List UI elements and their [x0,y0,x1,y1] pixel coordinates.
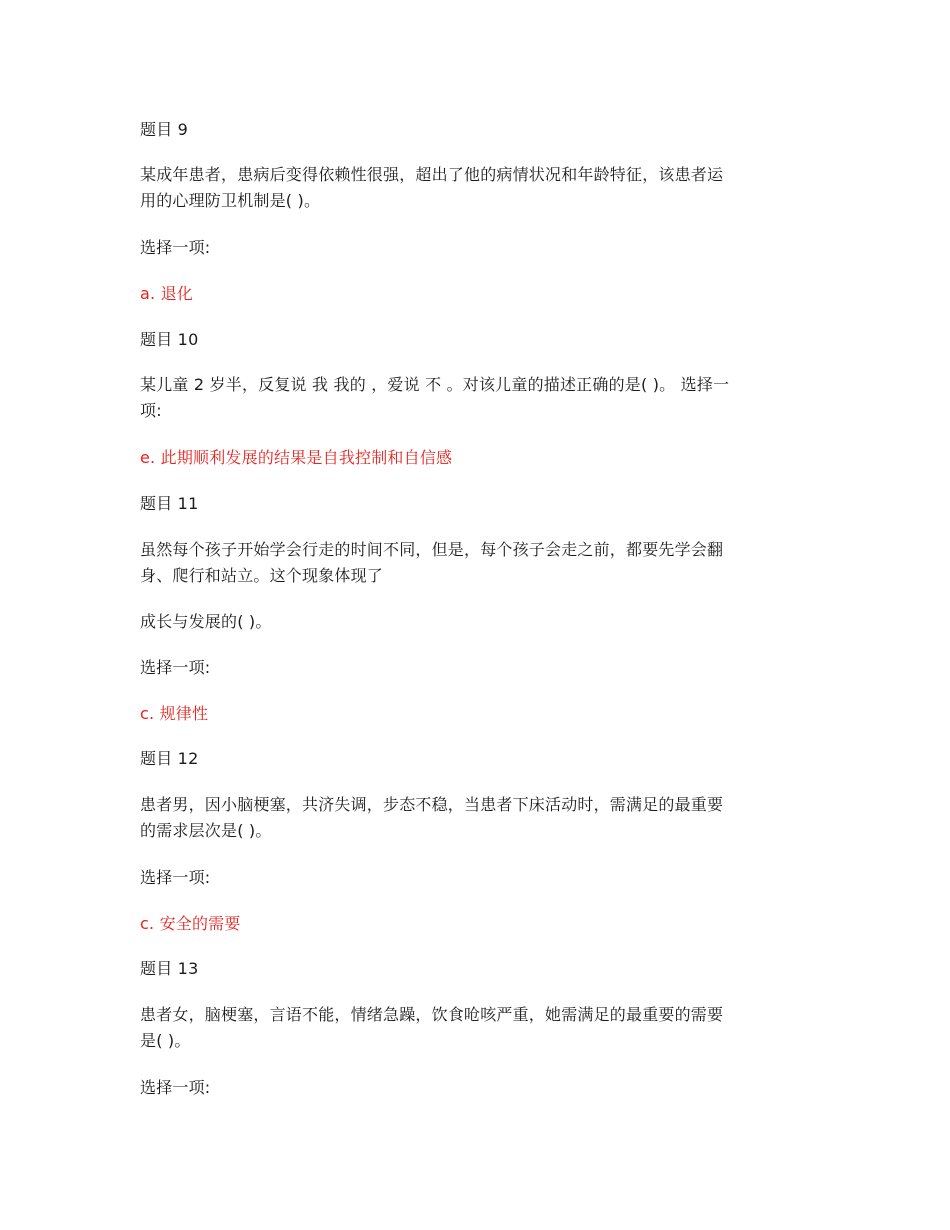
choice-prompt: 选择一项: [140,1078,211,1097]
question-stem-line: 患者女，脑梗塞，言语不能，情绪急躁，饮食呛咳严重，她需满足的最重要的需要 [140,1005,724,1024]
question-stem-line: 患者男，因小脑梗塞，共济失调，步态不稳，当患者下床活动时，需满足的最重要 [140,795,724,814]
question-title: 题目 11 [140,494,199,513]
question-title: 题目 10 [140,330,199,349]
question-title: 题目 9 [140,120,189,139]
choice-prompt: 选择一项: [140,238,211,257]
question-stem-line: 项: [140,401,162,420]
question-stem-line: 虽然每个孩子开始学会行走的时间不同，但是，每个孩子会走之前，都要先学会翻 [140,540,724,559]
question-stem-line: 是( )。 [140,1031,191,1050]
choice-prompt: 选择一项: [140,868,211,887]
answer-text: a. 退化 [140,284,193,303]
question-title: 题目 13 [140,959,199,978]
question-stem-line: 身、爬行和站立。这个现象体现了 [140,566,384,585]
question-stem-line: 某成年患者，患病后变得依赖性很强，超出了他的病情状况和年龄特征，该患者运 [140,165,724,184]
question-title: 题目 12 [140,749,199,768]
answer-text: c. 安全的需要 [140,914,241,933]
question-stem-line: 的需求层次是( )。 [140,821,272,840]
question-stem-line: 用的心理防卫机制是( )。 [140,191,321,210]
answer-text: e. 此期顺利发展的结果是自我控制和自信感 [140,448,453,467]
question-stem-line: 成长与发展的( )。 [140,612,272,631]
question-stem-line: 某儿童 2 岁半，反复说 我 我的 ，爱说 不 。对该儿童的描述正确的是( )。 选择一 [140,375,730,394]
answer-text: c. 规律性 [140,704,209,723]
choice-prompt: 选择一项: [140,658,211,677]
